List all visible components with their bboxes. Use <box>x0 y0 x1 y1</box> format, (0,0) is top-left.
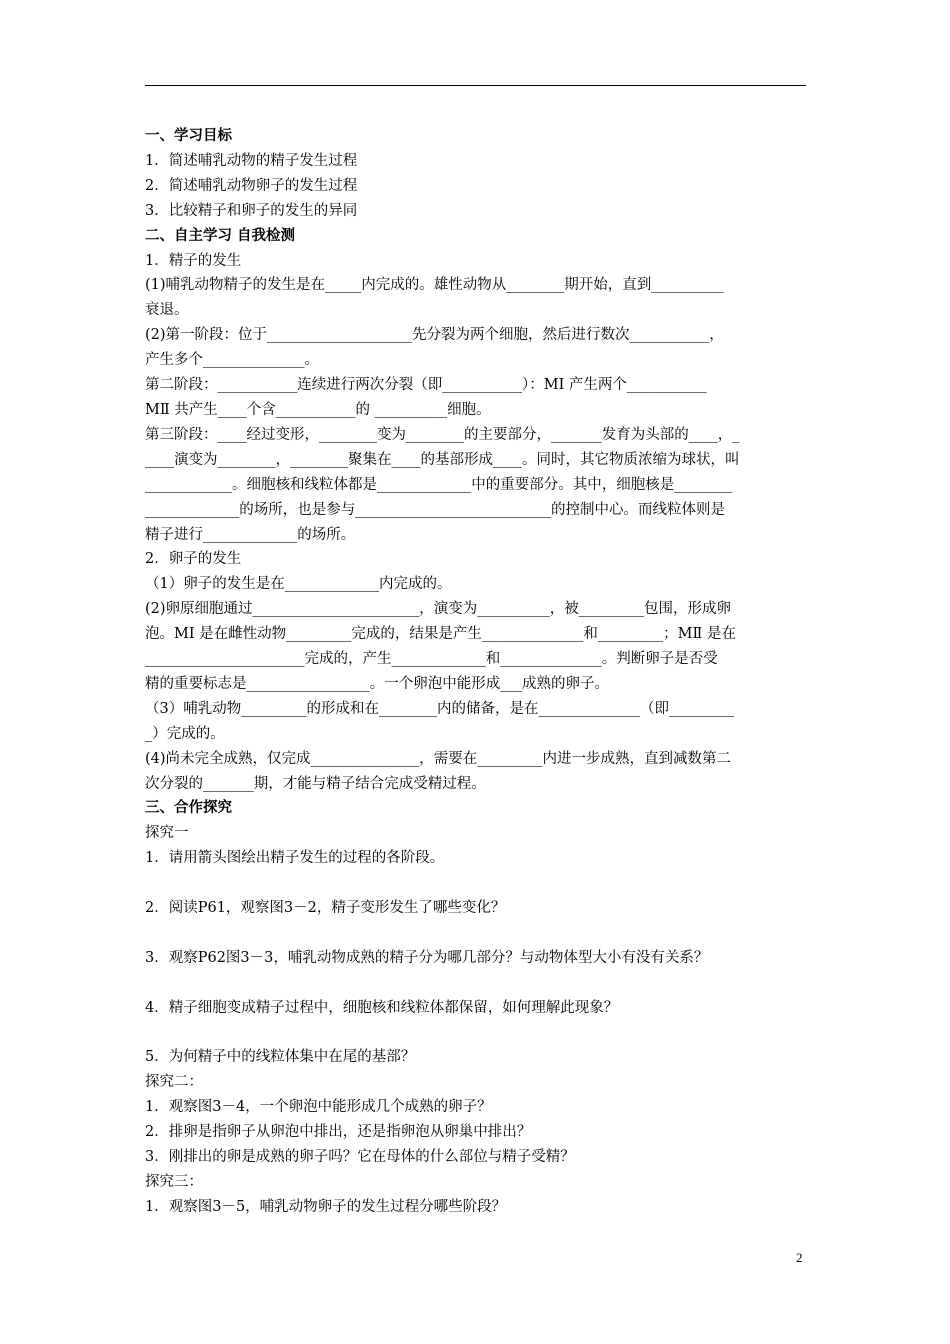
answer-space <box>145 971 806 996</box>
text-line: 第三阶段：____经过变形，________变为________的主要部分，_______发育为头部的____，_ <box>145 426 740 443</box>
text-line: _____________的场所，也是参与___________________________的控制中心。而线粒体则是 <box>145 501 725 518</box>
text-line: 泡。MⅠ 是在雌性动物_________完成的，结果是产生______________和_________；MⅡ 是在 <box>145 626 736 643</box>
question-item: 1．观察图3－4，一个卵泡中能形成几个成熟的卵子？ <box>145 1099 492 1116</box>
text-line: （1）卵子的发生是在_____________内完成的。 <box>145 576 452 593</box>
answer-space <box>145 871 806 896</box>
text-line: （3）哺乳动物_________的形成和在________内的储备，是在______________（即_________ <box>145 700 735 717</box>
inquiry-title: 探究三： <box>145 1174 203 1190</box>
text-line: 衰退。 <box>145 302 189 319</box>
text-line: _）完成的。 <box>145 725 225 742</box>
goal-item: 2．简述哺乳动物卵子的发生过程 <box>145 177 358 194</box>
text-line: 第二阶段：___________连续进行两次分裂（即___________）：MⅠ 产生两个___________ <box>145 377 707 394</box>
section-heading-cooperative-inquiry: 三、合作探究 <box>145 800 232 817</box>
answer-space <box>145 1021 806 1046</box>
inquiry-title: 探究一 <box>145 825 189 842</box>
text-line: ______________________完成的，产生_____________和______________。判断卵子是否受 <box>145 651 718 668</box>
subsection-title: 1．精子的发生 <box>145 252 242 269</box>
text-line: (2)第一阶段：位于____________________先分裂为两个细胞，然后进行数次___________， <box>145 327 724 344</box>
text-line: 精的重要标志是_________________。一个卵泡中能形成___成熟的卵子。 <box>145 675 609 692</box>
page-number: 2 <box>796 1250 803 1265</box>
goal-item: 1．简述哺乳动物的精子发生过程 <box>145 152 358 169</box>
question-item: 1．请用箭头图绘出精子发生的过程的各阶段。 <box>145 850 445 867</box>
text-line: MⅡ 共产生____个含___________的 __________细胞。 <box>145 401 491 418</box>
text-line: ____________。细胞核和线粒体都是_____________中的重要部分。其中，细胞核是________ <box>145 476 733 493</box>
question-item: 5．为何精子中的线粒体集中在尾的基部？ <box>145 1049 416 1066</box>
question-item: 1．观察图3－5，哺乳动物卵子的发生过程分哪些阶段？ <box>145 1198 507 1215</box>
answer-space <box>145 921 806 946</box>
text-line: (4)尚未完全成熟，仅完成_______________，需要在_________内进一步成熟，直到减数第二 <box>145 750 732 767</box>
section-heading-self-study: 二、自主学习 自我检测 <box>145 227 296 244</box>
text-line: 产生多个______________。 <box>145 352 319 369</box>
question-item: 3．刚排出的卵是成熟的卵子吗？它在母体的什么部位与精子受精？ <box>145 1149 575 1166</box>
goal-item: 3．比较精子和卵子的发生的异同 <box>145 202 358 219</box>
text-line: (1)哺乳动物精子的发生是在_____内完成的。雄性动物从________期开始，直到__________ <box>145 277 724 294</box>
question-item: 2．阅读P61，观察图3－2，精子变形发生了哪些变化？ <box>145 900 506 917</box>
question-item: 2．排卵是指卵子从卵泡中排出，还是指卵泡从卵巢中排出？ <box>145 1124 532 1141</box>
text-line: (2)卵原细胞通过_______________________，演变为__________，被_________包围，形成卵 <box>145 601 732 618</box>
text-line: ____演变为________，________聚集在____的基部形成____。同时，其它物质浓缩为球状，叫 <box>145 451 740 468</box>
question-item: 4．精子细胞变成精子过程中，细胞核和线粒体都保留，如何理解此现象？ <box>145 999 619 1016</box>
text-line: 精子进行_____________的场所。 <box>145 526 356 543</box>
document-body <box>145 124 806 1220</box>
text-line: 次分裂的_______期，才能与精子结合完成受精过程。 <box>145 775 486 792</box>
section-heading-learning-goals: 一、学习目标 <box>145 128 232 144</box>
header-rule <box>145 85 806 86</box>
question-item: 3．观察P62图3－3，哺乳动物成熟的精子分为哪几部分？与动物体型大小有没有关系？ <box>145 949 709 966</box>
inquiry-title: 探究二： <box>145 1074 203 1091</box>
subsection-title: 2．卵子的发生 <box>145 551 242 568</box>
